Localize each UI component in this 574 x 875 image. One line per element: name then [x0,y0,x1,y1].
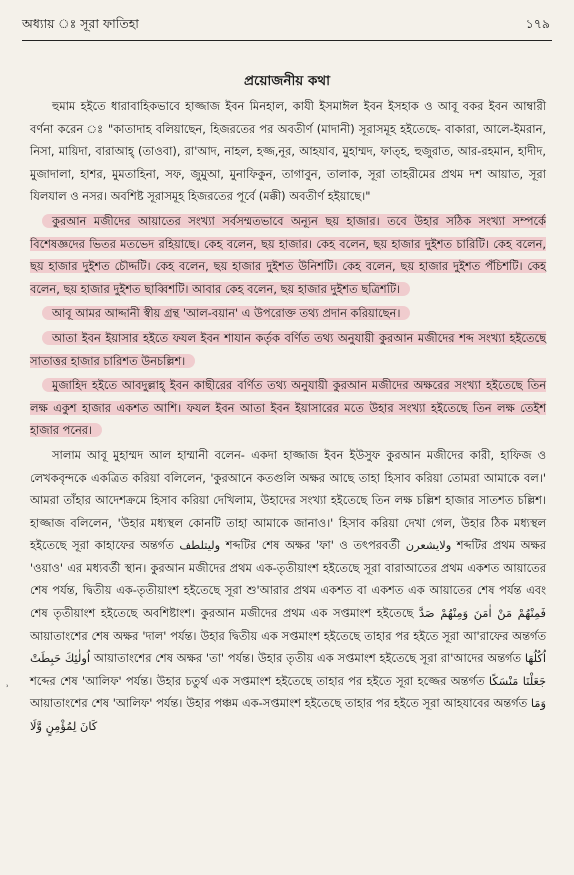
header-divider [22,40,552,41]
page-number: ১৭৯ [525,16,550,31]
paragraph [30,444,546,738]
margin-mark: ʾ [6,684,10,695]
highlighted-paragraph [30,327,546,372]
section-title: প্রয়োজনীয় কথা [243,73,331,89]
page-header [22,12,550,36]
highlighted-paragraph [30,302,546,325]
highlighted-paragraph [30,374,546,442]
paragraph-text: হুমাম হইতে ধারাবাহিকভাবে হাজ্জাজ ইবন মিনহাল, কাযী ইসমাঈল ইবন ইসহাক ও আবূ বকর ইবন আম্বারী বর্ণনা করেন ঃ "কাতাদাহ বলিয়াছেন, হিজরতের পর অবতীর্ণ (মাদানী) সূরাসমূহ হইতেছে- বাকারা, আলে-ইমরান, নিসা, মায়িদা, বারাআহ্ (তাওবা), রা'আদ, নাহল, হজ্জ,নূর, আহযাব, মুহাম্মদ, ফাত্হ, হুজুরাত, আর-রহমান, হাদীদ, মুজাদালা, হাশর, মুমতাহিনা, সফ, জুমুআ, মুনাফিকুন, তাগাবুন, তালাক, সূরা তাহরীমের প্রথম দশ আয়াত, সূরা যিলযাল ও নসর। অবশিষ্ট সূরাসমূহ হিজরতের পূর্বে (মক্কী) অবতীর্ণ হইয়াছে।" [30,99,546,204]
highlighted-text: আবূ আমর আদ্দানী স্বীয় গ্রন্থ 'আল-বয়ান' এ উপরোক্ত তথ্য প্রদান করিয়াছেন। [42,306,410,320]
paragraph [30,95,546,208]
highlighted-text: কুরআন মজীদের আয়াতের সংখ্যা সর্বসম্মতভাবে অন্যূন ছয় হাজার। তবে উহার সঠিক সংখ্যা সম্পর্কে বিশেষজ্ঞদের ভিতর মতভেদ রহিয়াছে। কেহ বলেন, ছয় হাজার। কেহ বলেন, ছয় হাজার দুইশত চারিটি। কেহ বলেন, ছয় হাজার দুইশত চৌদ্দটি। কেহ বলেন, ছয় হাজার দুইশত উনিশটি। কেহ বলেন, ছয় হাজার দুইশত পঁচিশটি। কেহ বলেন, ছয় হাজার দুইশত ছাব্বিশটি। আবার কেহ বলেন, ছয় হাজার দুইশত ছত্রিশটি। [30,213,546,296]
highlighted-paragraph [30,210,546,300]
highlighted-text: মুজাহিদ হইতে আবদুল্লাহ্ ইবন কাছীরের বর্ণিত তথ্য অনুযায়ী কুরআন মজীদের অক্ষরের সংখ্যা হইতেছে তিন লক্ষ একুশ হাজার একশত আশি। ফযল ইবন আতা ইবন ইয়াসারের মতে উহার সংখ্যা হইতেছে তিন লক্ষ তেইশ হাজার পনের। [30,378,546,438]
paragraph-text: সালাম আবূ মুহাম্মদ আল হাম্মানী বলেন- একদা হাজ্জাজ ইবন ইউসুফ কুরআন মজীদের কারী, হাফিজ ও লেখকবৃন্দকে একত্রিত করিয়া বলিলেন, 'কুরআনে কতগুলি অক্ষর আছে তাহা হিসাব করিয়া তোমরা আমাকে বল।' আমরা তাঁহার আদেশক্রমে হিসাব করিয়া দেখিলাম, উহাদের সংখ্যা হইতেছে তিন লক্ষ চল্লিশ হাজার সাতশত চল্লিশ। হাজ্জাজ বলিলেন, 'উহার মধ্যস্থল কোনটি তাহা আমাকে জানাও।' হিসাব করিয়া দেখা গেল, উহার ঠিক মধ্যস্থল হইতেছে সূরা কাহাফের অন্তর্গত وليتلطف শব্দটির শেষ অক্ষর 'ফা' ও তৎপরবর্তী ولايشعرن শব্দটির প্রথম অক্ষর 'ওয়াও' এর মধ্যবর্তী স্থান। কুরআন মজীদের প্রথম এক-তৃতীয়াংশ হইতেছে সূরা বারাআতের প্রথম একশত আয়াতের শেষ পর্যন্ত, দ্বিতীয় এক-তৃতীয়াংশ হইতেছে সূরা শু'আরার প্রথম একশত বা একশত এক আয়াতের শেষ পর্যন্ত এবং শেষ তৃতীয়াংশ হইতেছে অবশিষ্টাংশ। কুরআন মজীদের প্রথম এক সপ্তমাংশ হইতেছে فَمِنْهُمْ مَنْ اٰمَنَ وَمِنْهُمْ صَدَّ আয়াতাংশের শেষ অক্ষর 'দাল' পর্যন্ত। উহার দ্বিতীয় এক সপ্তমাংশ হইতেছে তাহার পর হইতে সূরা আ'রাফের অন্তর্গত اُولٰئِكَ حَبِطَتْ আয়াতাংশের শেষ অক্ষর 'তা' পর্যন্ত। উহার তৃতীয় এক সপ্তমাংশ হইতেছে সূরা রা'আদের অন্তর্গত اُكُلُهَا শব্দের শেষ 'আলিফ' পর্যন্ত। উহার চতুর্থ এক সপ্তমাংশ হইতেছে তাহার পর হইতে সূরা হজ্জের অন্তর্গত جَعَلْنَا مَنْسَكًا আয়াতাংশের শেষ 'আলিফ' পর্যন্ত। উহার পঞ্চম এক-সপ্তমাংশ হইতেছে তাহার পর হইতে সূরা আহযাবের অন্তর্গত وَمَا كَانَ لِمُؤْمِنٍ وَّلَا [30,447,546,734]
body-text [30,95,546,738]
chapter-title: অধ্যায় ঃ সূরা ফাতিহা [22,16,139,31]
highlighted-text: আতা ইবন ইয়াসার হইতে ফযল ইবন শাযান কর্তৃক বর্ণিত তথ্য অনুযায়ী কুরআন মজীদের শব্দ সংখ্যা হইতেছে সাতাত্তর হাজার চারিশত উনচল্লিশ। [30,330,546,368]
